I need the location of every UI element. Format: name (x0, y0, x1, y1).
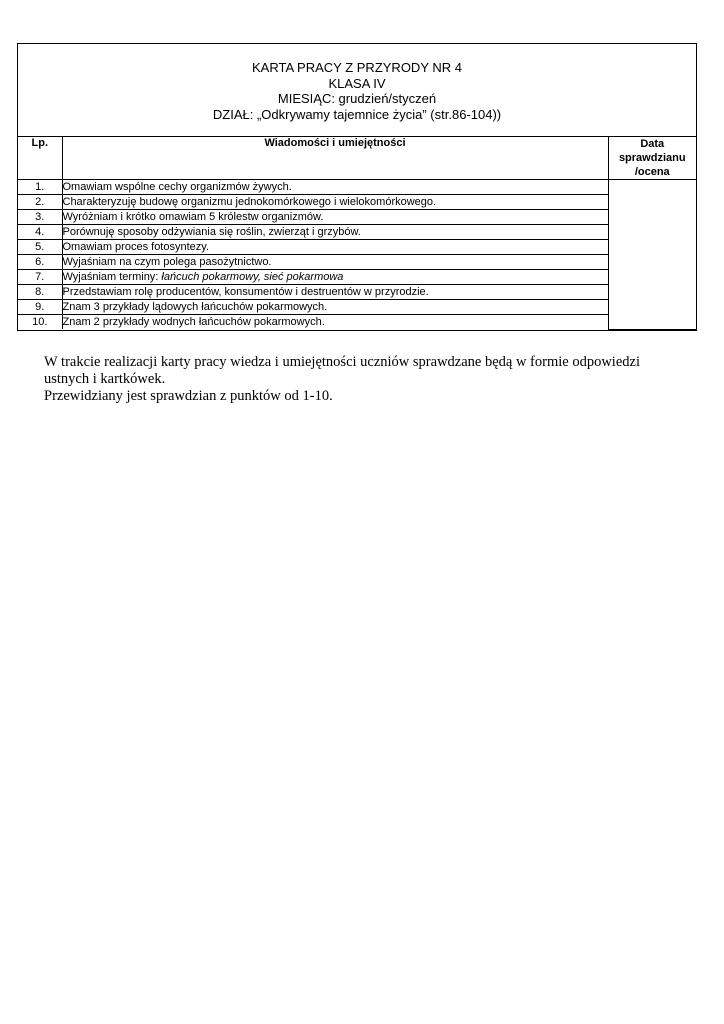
month-label: MIESIĄC: grudzień/styczeń (277, 91, 437, 106)
worksheet-title: KARTA PRACY Z PRZYRODY NR 4 (252, 60, 462, 75)
column-header-date-line3: /ocena (634, 166, 670, 178)
column-header-date (608, 137, 696, 180)
row-number: 1. (18, 180, 62, 195)
row-number: 9. (18, 300, 62, 315)
table-row (18, 315, 696, 330)
table-row (18, 225, 696, 240)
table-row (18, 240, 696, 255)
row-text: Wyjaśniam na czym polega pasożytnictwo. (62, 255, 608, 270)
table-row (18, 270, 696, 285)
row-number: 3. (18, 210, 62, 225)
skills-table (18, 137, 696, 330)
date-grade-cell (608, 180, 696, 330)
row-number: 5. (18, 240, 62, 255)
table-row (18, 180, 696, 195)
assessment-note (44, 354, 684, 405)
row-text: Przedstawiam rolę producentów, konsumentów i destruentów w przyrodzie. (62, 285, 608, 300)
note-paragraph-2: Przewidziany jest sprawdzian z punktów od 1-10. (44, 388, 333, 404)
row-text: Wyróżniam i krótko omawiam 5 królestw organizmów. (62, 210, 608, 225)
row-text: Znam 3 przykłady lądowych łańcuchów pokarmowych. (62, 300, 608, 315)
table-header-row (18, 137, 696, 180)
row-number: 10. (18, 315, 62, 330)
worksheet-header (18, 44, 696, 137)
row-number: 6. (18, 255, 62, 270)
column-header-skills: Wiadomości i umiejętności (62, 137, 608, 180)
table-row (18, 195, 696, 210)
row-text: Omawiam proces fotosyntezy. (62, 240, 608, 255)
row-text-plain: Wyjaśniam terminy: (62, 270, 162, 283)
column-header-date-line1: Data (640, 138, 665, 150)
table-row (18, 285, 696, 300)
table-row (18, 210, 696, 225)
row-text: Porównuję sposoby odżywiania się roślin, zwierząt i grzybów. (62, 225, 608, 240)
row-text: Charakteryzuję budowę organizmu jednokomórkowego i wielokomórkowego. (62, 195, 608, 210)
row-text-italic: łańcuch pokarmowy, sieć pokarmowa (161, 270, 344, 283)
row-number: 2. (18, 195, 62, 210)
section-label: DZIAŁ: „Odkrywamy tajemnice życia” (str.86-104)) (212, 106, 502, 122)
column-header-date-line2: sprawdzianu (618, 152, 686, 164)
row-number: 8. (18, 285, 62, 300)
row-text: Znam 2 przykłady wodnych łańcuchów pokarmowych. (62, 315, 608, 330)
class-label: KLASA IV (328, 75, 386, 91)
note-paragraph-1: W trakcie realizacji karty pracy wiedza i umiejętności uczniów sprawdzane będą w formie odpowiedzi ustnych i kartkówek. (44, 354, 640, 387)
row-text: Omawiam wspólne cechy organizmów żywych. (62, 180, 608, 195)
worksheet-frame (17, 43, 697, 331)
column-header-lp: Lp. (18, 137, 62, 180)
table-row (18, 300, 696, 315)
row-number: 7. (18, 270, 62, 285)
table-row (18, 255, 696, 270)
row-number: 4. (18, 225, 62, 240)
row-text (62, 270, 608, 285)
